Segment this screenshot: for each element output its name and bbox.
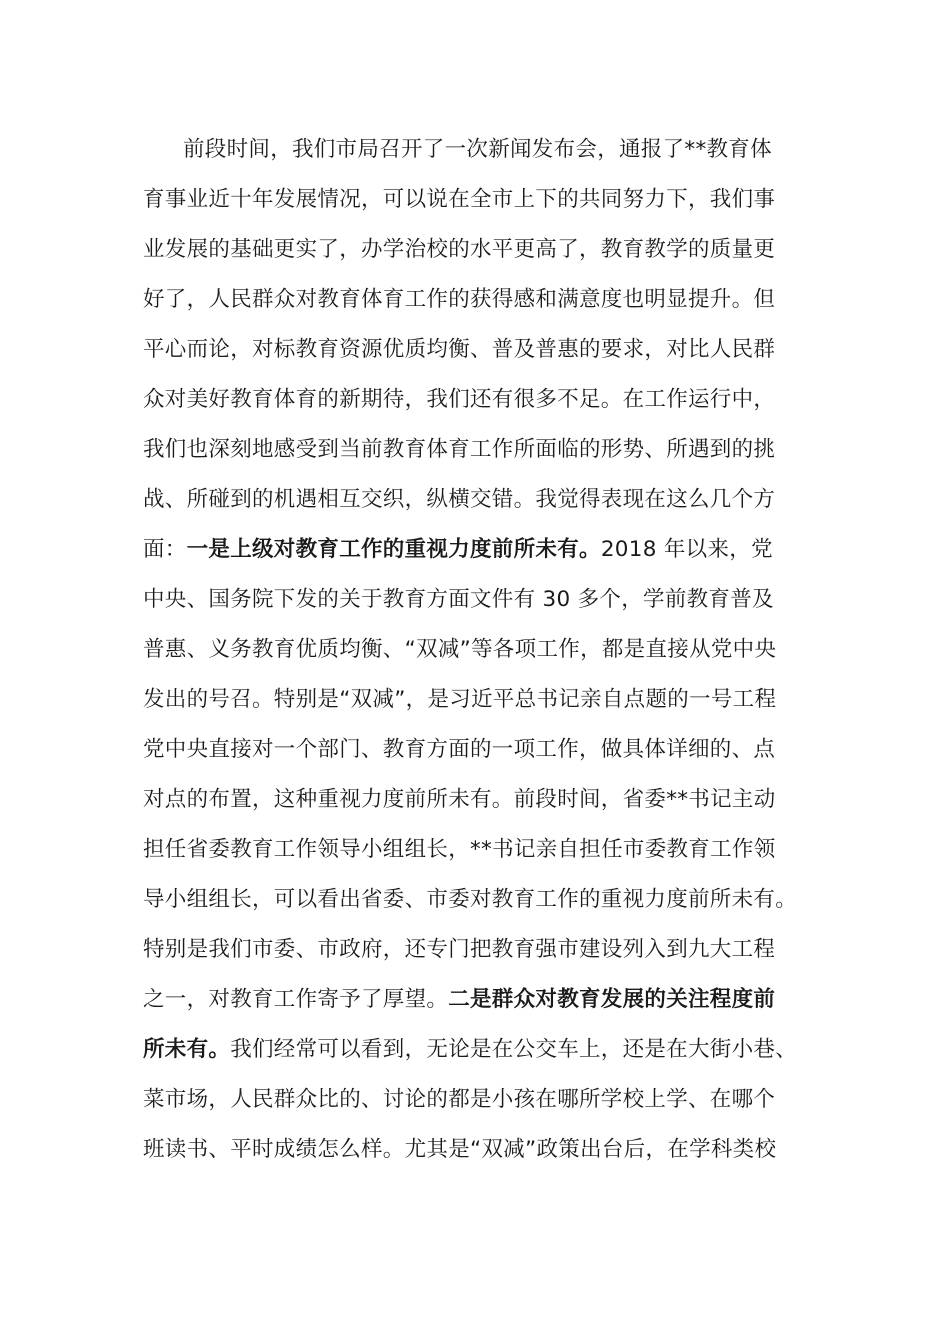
body-paragraph (143, 125, 823, 1175)
text-line-9 (143, 525, 823, 575)
text-line-1: 前段时间，我们市局召开了一次新闻发布会，通报了**教育体 (183, 137, 772, 162)
text-line-20: 菜市场，人民群众比的、讨论的都是小孩在哪所学校上学、在哪个 (143, 1087, 776, 1112)
point-two-heading-start: 二是群众对教育发展的关注程度前 (448, 987, 776, 1012)
text-line-2: 育事业近十年发展情况，可以说在全市上下的共同努力下，我们事 (143, 187, 776, 212)
text-line-10: 中央、国务院下发的关于教育方面文件有 30 多个，学前教育普及 (143, 587, 774, 612)
text-line-21: 班读书、平时成绩怎么样。尤其是“双减”政策出台后，在学科类校 (143, 1137, 777, 1162)
text-line-19 (143, 1025, 823, 1075)
text-line-7: 我们也深刻地感受到当前教育体育工作所面临的形势、所遇到的挑 (143, 437, 776, 462)
text-line-5: 平心而论，对标教育资源优质均衡、普及普惠的要求，对比人民群 (143, 337, 776, 362)
text-line-19-suffix: 我们经常可以看到，无论是在公交车上，还是在大街小巷、 (230, 1037, 798, 1062)
text-line-17: 特别是我们市委、市政府，还专门把教育强市建设列入到九大工程 (143, 937, 776, 962)
point-two-heading-end: 所未有。 (143, 1037, 231, 1062)
text-line-15: 担任省委教育工作领导小组组长，**书记亲自担任市委教育工作领 (143, 837, 776, 862)
text-line-12: 发出的号召。特别是“双减”，是习近平总书记亲自点题的一号工程 (143, 687, 777, 712)
text-line-8: 战、所碰到的机遇相互交织，纵横交错。我觉得表现在这么几个方 (143, 487, 776, 512)
text-line-18 (143, 975, 823, 1025)
text-line-14: 对点的布置，这种重视力度前所未有。前段时间，省委**书记主动 (143, 787, 776, 812)
text-line-6: 众对美好教育体育的新期待，我们还有很多不足。在工作运行中， (143, 387, 776, 412)
text-line-16: 导小组组长，可以看出省委、市委对教育工作的重视力度前所未有。 (143, 887, 798, 912)
text-line-4: 好了，人民群众对教育体育工作的获得感和满意度也明显提升。但 (143, 287, 776, 312)
text-line-13: 党中央直接对一个部门、教育方面的一项工作，做具体详细的、点 (143, 737, 776, 762)
text-line-11: 普惠、义务教育优质均衡、“双减”等各项工作，都是直接从党中央 (143, 637, 777, 662)
text-line-9-prefix: 面： (143, 537, 187, 562)
text-line-9-suffix: 2018 年以来，党 (600, 537, 773, 562)
text-line-18-prefix: 之一，对教育工作寄予了厚望。 (143, 987, 449, 1012)
text-line-3: 业发展的基础更实了，办学治校的水平更高了，教育教学的质量更 (143, 237, 776, 262)
point-one-heading: 一是上级对教育工作的重视力度前所未有。 (186, 537, 601, 562)
